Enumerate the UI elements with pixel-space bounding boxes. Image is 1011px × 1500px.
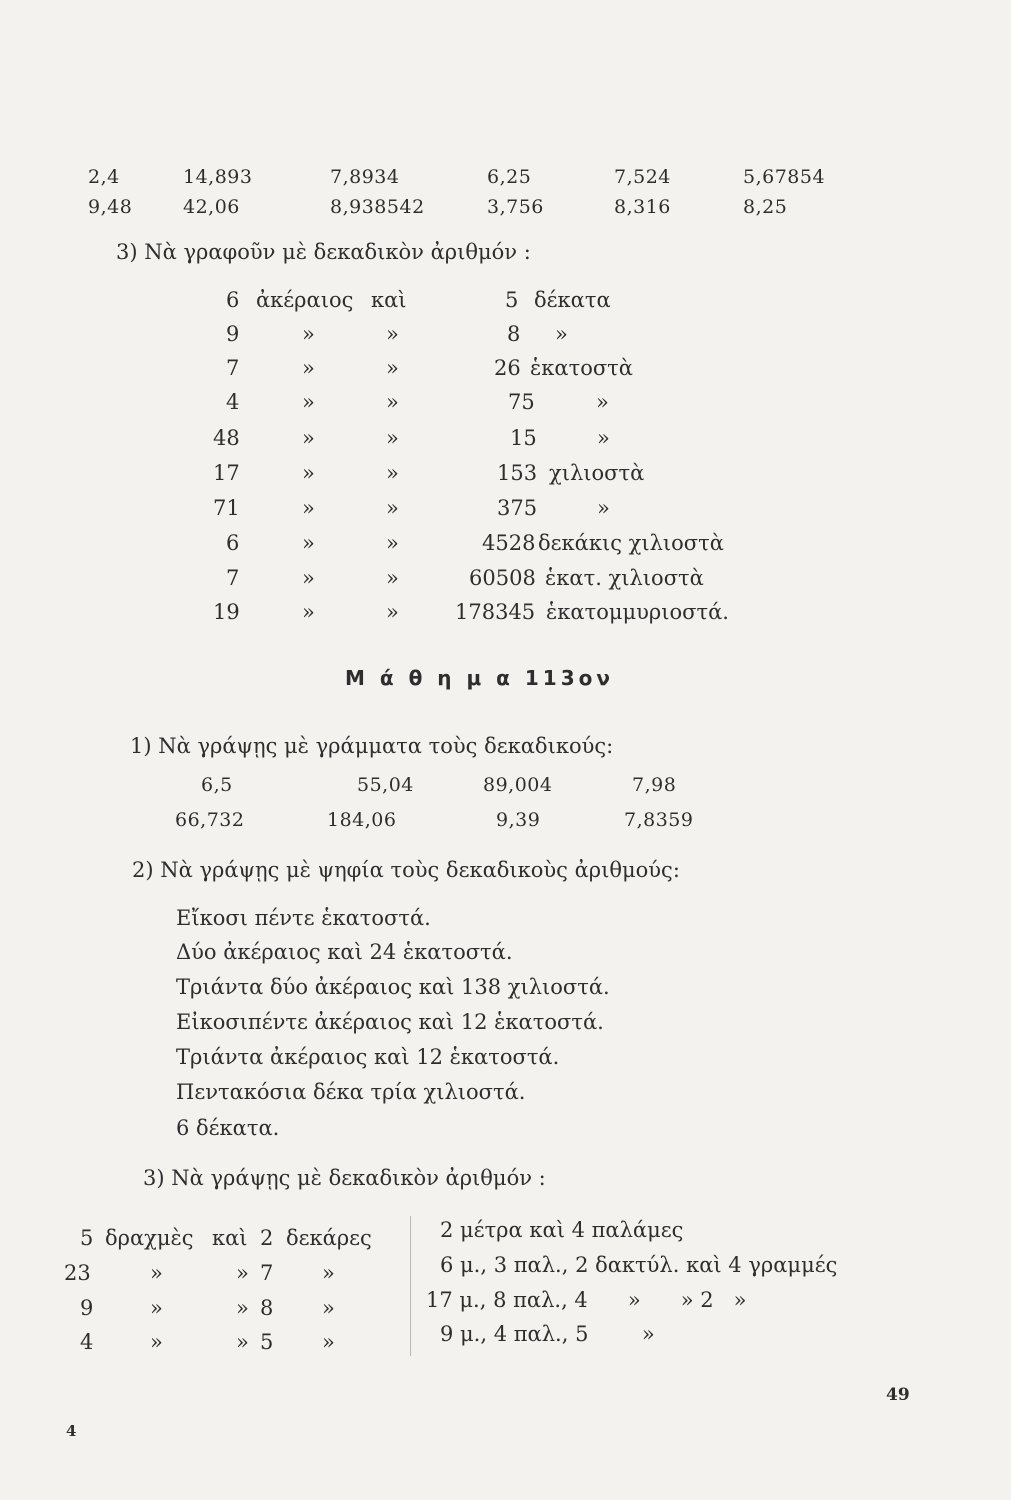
row-unit: δεκάρες <box>286 1226 372 1250</box>
ditto-mark: » <box>302 461 315 485</box>
page-number: 49 <box>886 1385 910 1405</box>
row-integer: 71 <box>213 496 240 520</box>
ditto-mark: » <box>322 1296 335 1320</box>
row-integer: 7 <box>226 356 240 380</box>
row-part: 8 <box>260 1296 274 1320</box>
exercise-3a-title: 3) Νὰ γραφοῦν μὲ δεκαδικὸν ἀριθμόν : <box>116 240 531 264</box>
column-divider <box>410 1216 411 1356</box>
ditto-mark: » <box>386 461 399 485</box>
row-unit: ἑκατομμυριοστά. <box>546 600 729 624</box>
ditto-mark: » <box>302 600 315 624</box>
row-integer: 48 <box>213 426 240 450</box>
num-cell: 7,524 <box>614 166 671 188</box>
text-line: Πεντακόσια δέκα τρία χιλιοστά. <box>176 1080 526 1104</box>
ditto-mark: » <box>150 1296 163 1320</box>
ditto-mark: » <box>302 531 315 555</box>
row-part: 153 <box>497 461 538 485</box>
row-word: ἀκέραιος <box>256 288 354 312</box>
row-integer: 9 <box>80 1296 94 1320</box>
text-line: Τριάντα ἀκέραιος καὶ 12 ἑκατοστά. <box>176 1045 560 1069</box>
row-part: 5 <box>260 1330 274 1354</box>
row-integer: 23 <box>64 1261 91 1285</box>
ditto-mark: » <box>236 1261 249 1285</box>
num-cell: 8,938542 <box>330 196 425 218</box>
row-unit: ἑκατοστὰ <box>530 356 633 380</box>
exercise-3b-title: 3) Νὰ γράψῃς μὲ δεκαδικὸν ἀριθμόν : <box>143 1166 546 1190</box>
ditto-mark: » <box>302 496 315 520</box>
row-part: 5 <box>505 288 519 312</box>
num-cell: 42,06 <box>183 196 240 218</box>
lesson-title: Μ ά θ η μ α 113ον <box>345 666 614 690</box>
row-part: 60508 <box>469 566 536 590</box>
row-integer: 19 <box>213 600 240 624</box>
row-part: 8 <box>507 322 521 346</box>
ditto-mark: » <box>236 1296 249 1320</box>
row-unit: δέκατα <box>534 288 611 312</box>
num-cell: 2,4 <box>88 166 120 188</box>
row-word: καὶ <box>371 288 407 312</box>
ditto-mark: » <box>236 1330 249 1354</box>
ditto-mark: » <box>322 1261 335 1285</box>
row-integer: 6 <box>226 531 240 555</box>
row-part: 15 <box>510 426 537 450</box>
row-integer: 9 <box>226 322 240 346</box>
ditto-mark: » <box>302 356 315 380</box>
row-word: δραχμὲς <box>105 1226 194 1250</box>
num-cell: 89,004 <box>483 774 553 796</box>
ditto-mark: » <box>386 600 399 624</box>
text-line: Τριάντα δύο ἀκέραιος καὶ 138 χιλιοστά. <box>176 975 610 999</box>
text-line: 6 μ., 3 παλ., 2 δακτύλ. καὶ 4 γραμμές <box>440 1253 838 1277</box>
ditto-mark: » <box>386 496 399 520</box>
ditto-mark: » <box>386 426 399 450</box>
num-cell: 3,756 <box>487 196 544 218</box>
ditto-mark: » <box>302 322 315 346</box>
num-cell: 8,316 <box>614 196 671 218</box>
num-cell: 9,39 <box>496 809 541 831</box>
ditto-mark: » <box>322 1330 335 1354</box>
row-unit: ἑκατ. χιλιοστὰ <box>545 566 704 590</box>
row-unit: δεκάκις χιλιοστὰ <box>538 531 724 555</box>
num-cell: 7,98 <box>632 774 677 796</box>
num-cell: 55,04 <box>357 774 414 796</box>
num-cell: 66,732 <box>175 809 245 831</box>
ditto-mark: » <box>555 322 568 346</box>
num-cell: 14,893 <box>183 166 253 188</box>
ditto-mark: » <box>386 322 399 346</box>
num-cell: 7,8359 <box>624 809 694 831</box>
signature-mark: 4 <box>66 1422 77 1440</box>
row-part: 26 <box>494 356 521 380</box>
ditto-mark: » <box>150 1330 163 1354</box>
ditto-mark: » <box>386 356 399 380</box>
ditto-mark: » <box>386 566 399 590</box>
exercise-2-title: 2) Νὰ γράψῃς μὲ ψηφία τοὺς δεκαδικοὺς ἀριθμούς: <box>132 858 680 882</box>
row-part: 75 <box>508 390 535 414</box>
row-integer: 4 <box>80 1330 94 1354</box>
num-cell: 6,25 <box>487 166 532 188</box>
num-cell: 6,5 <box>201 774 233 796</box>
num-cell: 184,06 <box>327 809 397 831</box>
text-line: Εἴκοσι πέντε ἑκατοστά. <box>176 906 431 930</box>
row-integer: 4 <box>226 390 240 414</box>
ditto-mark: » <box>597 496 610 520</box>
text-line: 6 δέκατα. <box>176 1116 280 1140</box>
num-cell: 8,25 <box>743 196 788 218</box>
exercise-1-title: 1) Νὰ γράψῃς μὲ γράμματα τοὺς δεκαδικούς: <box>130 734 614 758</box>
num-cell: 9,48 <box>88 196 133 218</box>
row-unit: χιλιοστὰ <box>549 461 645 485</box>
row-part: 4528 <box>482 531 536 555</box>
row-part: 178345 <box>455 600 536 624</box>
ditto-mark: » <box>302 426 315 450</box>
row-integer: 7 <box>226 566 240 590</box>
text-line: Δύο ἀκέραιος καὶ 24 ἑκατοστά. <box>176 940 513 964</box>
text-line: 9 μ., 4 παλ., 5 » <box>440 1322 655 1346</box>
row-integer: 17 <box>213 461 240 485</box>
row-part: 2 <box>260 1226 274 1250</box>
row-part: 375 <box>497 496 538 520</box>
ditto-mark: » <box>596 390 609 414</box>
row-word: καὶ <box>212 1226 248 1250</box>
ditto-mark: » <box>386 390 399 414</box>
ditto-mark: » <box>302 390 315 414</box>
row-integer: 5 <box>80 1226 94 1250</box>
text-line: Εἰκοσιπέντε ἀκέραιος καὶ 12 ἑκατοστά. <box>176 1010 604 1034</box>
num-cell: 7,8934 <box>330 166 400 188</box>
ditto-mark: » <box>597 426 610 450</box>
ditto-mark: » <box>150 1261 163 1285</box>
row-part: 7 <box>260 1261 274 1285</box>
ditto-mark: » <box>386 531 399 555</box>
row-integer: 6 <box>226 288 240 312</box>
text-line: 2 μέτρα καὶ 4 παλάμες <box>440 1218 684 1242</box>
ditto-mark: » <box>302 566 315 590</box>
num-cell: 5,67854 <box>743 166 826 188</box>
text-line: 17 μ., 8 παλ., 4 » » 2 » <box>426 1288 747 1312</box>
